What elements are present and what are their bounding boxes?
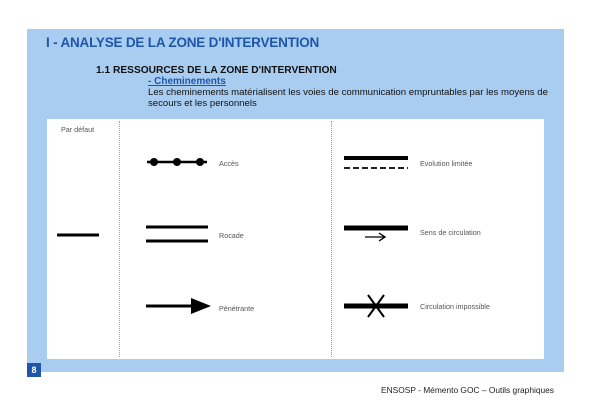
arrow-line-icon bbox=[145, 297, 213, 315]
page-title: I - ANALYSE DE LA ZONE D'INTERVENTION bbox=[46, 35, 320, 50]
legend-label-penetrante: Pénétrante bbox=[219, 304, 255, 313]
page-number: 8 bbox=[27, 363, 41, 377]
legend-label-evolution-limitee: Evolution limitée bbox=[420, 159, 473, 168]
subsection-title: - Cheminements bbox=[148, 76, 226, 87]
section-description: Les cheminements matérialisent les voies de communication empruntables par les moyens de secours et les personnels bbox=[148, 87, 548, 109]
legend-label-sens-circulation: Sens de circulation bbox=[420, 228, 481, 237]
blocked-line-icon bbox=[343, 293, 409, 319]
legend-label-rocade: Rocade bbox=[219, 231, 244, 240]
access-line-icon bbox=[145, 155, 209, 169]
content-panel bbox=[27, 29, 564, 372]
column-divider bbox=[119, 121, 120, 357]
legend-label-acces: Accès bbox=[219, 159, 239, 168]
legend-card bbox=[47, 119, 544, 359]
column-divider bbox=[331, 121, 332, 357]
default-line-icon bbox=[55, 229, 101, 241]
section-title: 1.1 RESSOURCES DE LA ZONE D'INTERVENTION bbox=[96, 65, 337, 76]
direction-line-icon bbox=[343, 223, 409, 245]
legend-label-circulation-impossible: Circulation impossible bbox=[420, 302, 490, 311]
limited-evolution-icon bbox=[343, 153, 409, 173]
default-label: Par défaut bbox=[61, 125, 95, 134]
double-line-icon bbox=[145, 223, 209, 245]
footer-text: ENSOSP - Mémento GOC – Outils graphiques bbox=[381, 385, 554, 395]
